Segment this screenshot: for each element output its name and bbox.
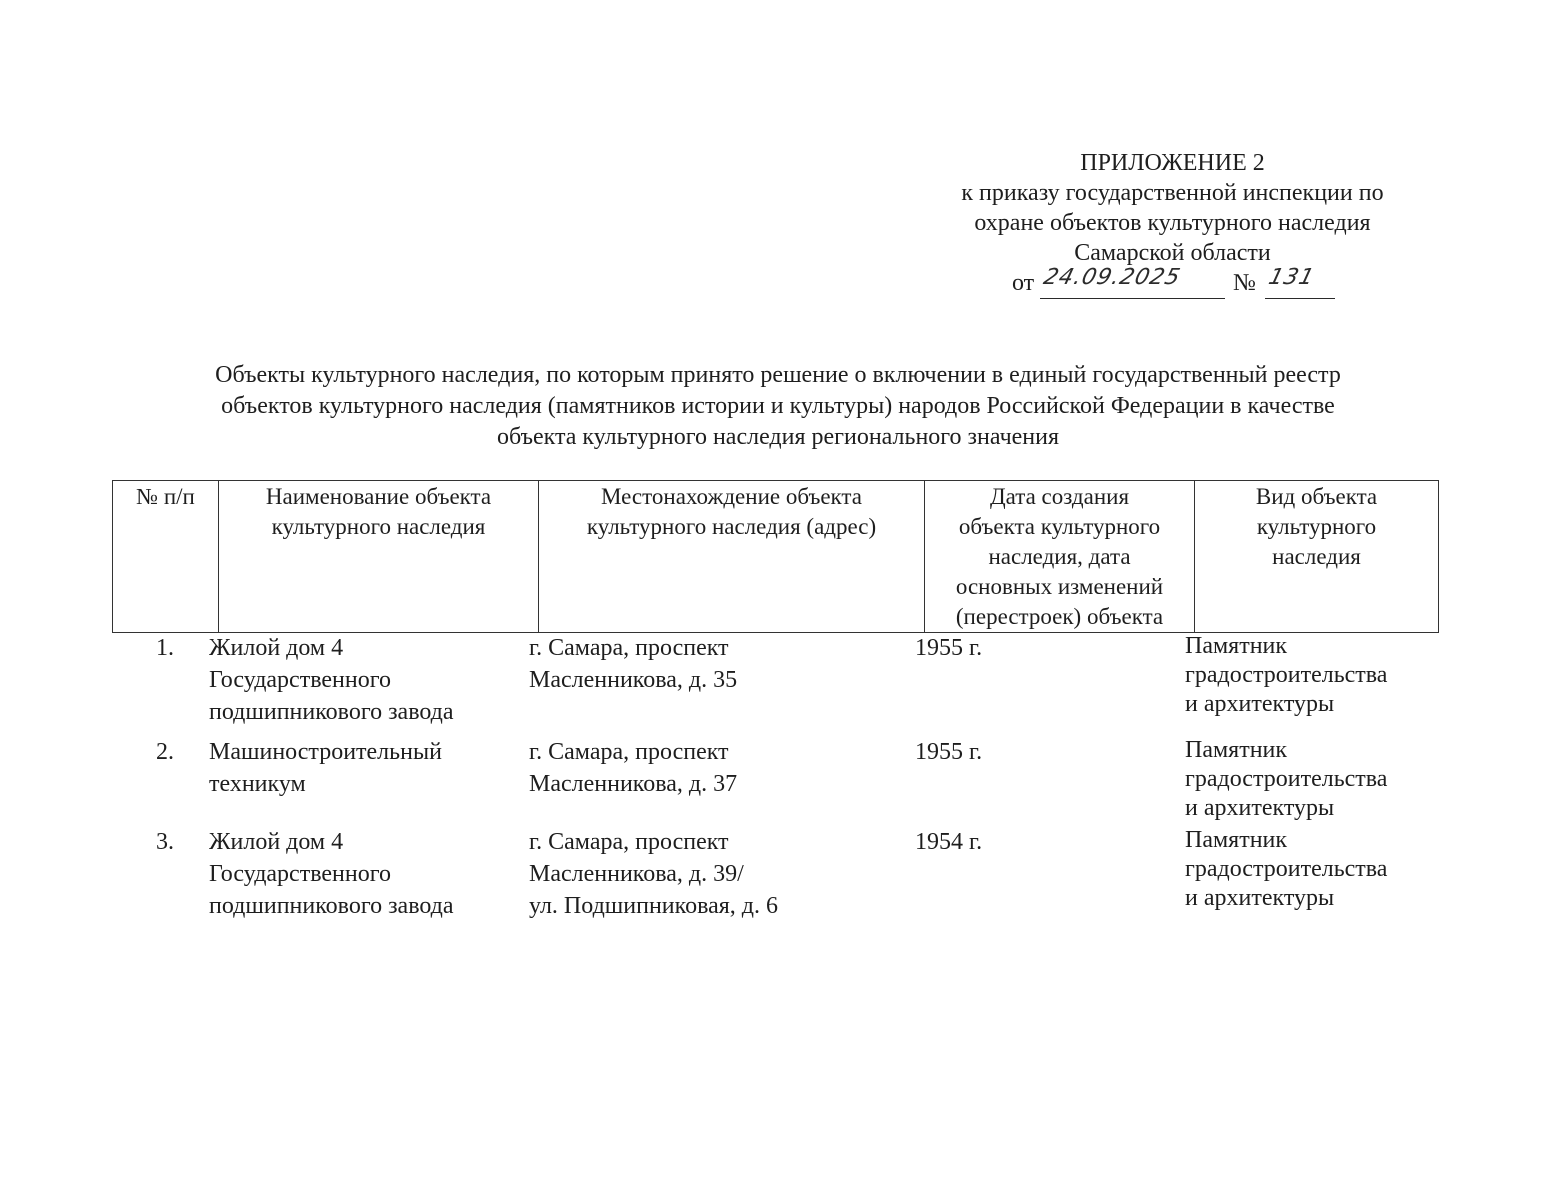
cell-type-line: Памятник	[1185, 827, 1288, 853]
header-text-line: наследия, дата	[988, 544, 1131, 569]
header-text-line: культурного наследия (адрес)	[586, 514, 877, 539]
cell-address-line: г. Самара, проспект	[529, 739, 729, 765]
cell-type	[1172, 632, 1418, 736]
header-text-line: культурного наследия	[271, 514, 486, 539]
header-text-line: Местонахождение объекта	[601, 484, 862, 509]
cell-name-line: подшипникового завода	[209, 893, 454, 919]
date-field	[1040, 265, 1225, 299]
document-title-line-3: объекта культурного наследия регионального значения	[496, 424, 1060, 450]
cell-date-line: 1955 г.	[915, 635, 983, 661]
header-text-line: основных изменений	[955, 574, 1164, 599]
table-row	[112, 632, 1438, 736]
cell-type-line: градостроительства	[1185, 662, 1388, 688]
table-row	[112, 826, 1438, 936]
order-date-number-line	[900, 265, 1445, 302]
cell-type-line: градостроительства	[1185, 766, 1388, 792]
cell-address-line: Масленникова, д. 37	[529, 771, 738, 797]
cell-date	[902, 632, 1172, 736]
cell-address-line: Масленникова, д. 35	[529, 667, 738, 693]
cell-number	[112, 736, 196, 826]
cell-name-line: Жилой дом 4	[209, 635, 344, 661]
appendix-line-1: к приказу государственной инспекции по	[961, 180, 1384, 206]
header-text-line: (перестроек) объекта	[955, 604, 1164, 629]
header-text-line: № п/п	[136, 484, 195, 509]
cell-address	[516, 736, 902, 826]
cell-name-line: Жилой дом 4	[209, 829, 344, 855]
cell-address-line: Масленникова, д. 39/	[529, 861, 744, 887]
header-text-line: Наименование объекта	[265, 484, 492, 509]
cell-type-line: и архитектуры	[1185, 885, 1335, 911]
header-text-line: объекта культурного	[958, 514, 1161, 539]
cell-date-line: 1955 г.	[915, 739, 983, 765]
cell-name-line: подшипникового завода	[209, 699, 454, 725]
cell-name-line: Машиностроительный	[209, 739, 442, 765]
table-row	[112, 736, 1438, 826]
cell-address-line: г. Самара, проспект	[529, 635, 729, 661]
cell-name-line: техникум	[209, 771, 306, 797]
appendix-heading	[900, 148, 1445, 302]
header-row	[113, 481, 1439, 633]
cell-address-line: ул. Подшипниковая, д. 6	[529, 893, 778, 919]
cell-number	[112, 826, 196, 936]
cell-type-line: и архитектуры	[1185, 691, 1335, 717]
cell-date	[902, 736, 1172, 826]
cell-name	[196, 826, 516, 936]
cell-type-line: Памятник	[1185, 633, 1288, 659]
document-title-line-2: объектов культурного наследия (памятников истории и культуры) народов Российской Федерации в качестве	[221, 393, 1335, 419]
cell-type-line: Памятник	[1185, 737, 1288, 763]
header-text-line: наследия	[1272, 544, 1361, 569]
number-field	[1265, 265, 1335, 299]
cell-address-line: г. Самара, проспект	[529, 829, 729, 855]
cell-date-line: 1954 г.	[915, 829, 983, 855]
header-text-line: Дата создания	[989, 484, 1130, 509]
handwritten-number: 131	[1266, 265, 1318, 290]
cell-address	[516, 826, 902, 936]
date-prefix: от	[1012, 270, 1035, 296]
cell-number-line: 1.	[156, 635, 174, 661]
cell-type-line: и архитектуры	[1185, 795, 1335, 821]
cell-address	[516, 632, 902, 736]
appendix-line-2: охране объектов культурного наследия	[974, 210, 1371, 236]
table-header	[112, 480, 1439, 633]
cell-name-line: Государственного	[209, 861, 391, 887]
header-cell-type	[1195, 481, 1439, 633]
appendix-title: ПРИЛОЖЕНИЕ 2	[1080, 150, 1265, 176]
cell-date	[902, 826, 1172, 936]
table-body	[112, 632, 1438, 936]
header-cell-number	[113, 481, 219, 633]
cell-name	[196, 632, 516, 736]
header-cell-address	[539, 481, 925, 633]
cell-number-line: 2.	[156, 739, 174, 765]
cell-name	[196, 736, 516, 826]
number-prefix: №	[1233, 270, 1256, 296]
cell-number	[112, 632, 196, 736]
cell-type	[1172, 736, 1418, 826]
appendix-line-3: Самарской области	[1074, 240, 1271, 266]
cell-type	[1172, 826, 1418, 936]
header-text-line: Вид объекта	[1255, 484, 1378, 509]
document-title	[120, 360, 1436, 453]
document-title-line-1: Объекты культурного наследия, по которым принято решение о включении в единый государственный реестр	[215, 362, 1341, 388]
handwritten-date: 24.09.2025	[1041, 265, 1184, 290]
cell-type-line: градостроительства	[1185, 856, 1388, 882]
cell-number-line: 3.	[156, 829, 174, 855]
header-cell-date	[925, 481, 1195, 633]
cell-name-line: Государственного	[209, 667, 391, 693]
header-text-line: культурного	[1256, 514, 1377, 539]
header-cell-name	[219, 481, 539, 633]
